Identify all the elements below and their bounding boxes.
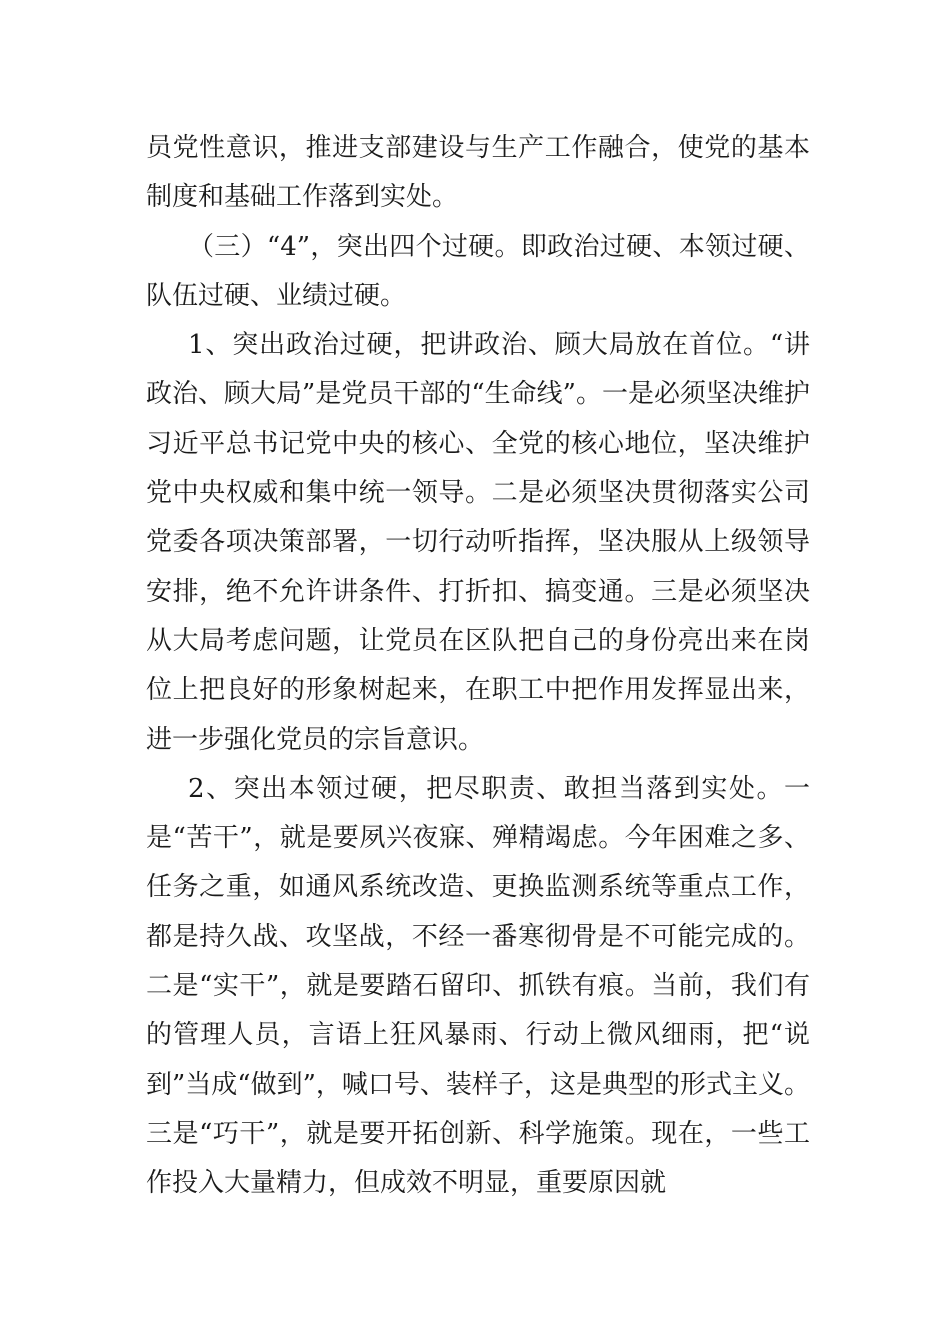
document-body [146,124,810,1209]
paragraph-continuation: 员党性意识，推进支部建设与生产工作融合，使党的基本制度和基础工作落到实处。 [146,133,810,213]
paragraph-political-excellence: 1、突出政治过硬，把讲政治、顾大局放在首位。“讲政治、顾大局”是党员干部的“生命线”。一是必须坚决维护习近平总书记党中央的核心、全党的核心地位，坚决维护党中央权威和集中统一领导。二是必须坚决贯彻落实公司党委各项决策部署，一切行动听指挥，坚决服从上级领导安排，绝不允许讲条件、打折扣、搞变通。三是必须坚决从大局考虑问题，让党员在区队把自己的身份亮出来在岗位上把良好的形象树起来，在职工中把作用发挥显出来，进一步强化党员的宗旨意识。 [146,330,810,755]
paragraph-section-heading: （三）“4”，突出四个过硬。即政治过硬、本领过硬、队伍过硬、业绩过硬。 [146,231,810,311]
paragraph-skill-excellence: 2、突出本领过硬，把尽职责、敢担当落到实处。一是“苦干”，就是要夙兴夜寐、殚精竭虑。今年困难之多、任务之重，如通风系统改造、更换监测系统等重点工作，都是持久战、攻坚战，不经一番寒彻骨是不可能完成的。二是“实干”，就是要踏石留印、抓铁有痕。当前，我们有的管理人员，言语上狂风暴雨、行动上微风细雨，把“说到”当成“做到”，喊口号、装样子，这是典型的形式主义。三是“巧干”，就是要开拓创新、科学施策。现在，一些工作投入大量精力，但成效不明显，重要原因就 [146,773,810,1199]
